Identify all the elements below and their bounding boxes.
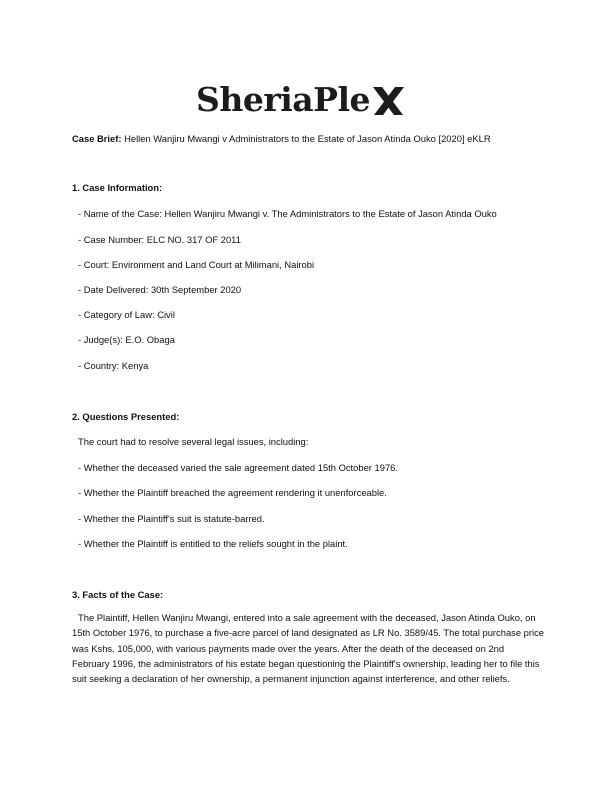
x-mark-logo-icon [371, 84, 405, 118]
case-info-item: - Court: Environment and Land Court at Milimani, Nairobi [78, 259, 315, 270]
section-1-heading: 1. Case Information: [72, 182, 163, 193]
case-info-item: - Date Delivered: 30th September 2020 [78, 284, 242, 295]
section-3-heading: 3. Facts of the Case: [72, 589, 164, 600]
facts-paragraph: The Plaintiff, Hellen Wanjiru Mwangi, entered into a sale agreement with the deceased, Jason Atinda Ouko, on 15th October 1976, to purchase a five-acre parcel of land designated as LR No. 3589/45. The total purchase price was Kshs. 105,000, with various payments made over the years. After the death of the deceased on 2nd February 1996, the administrators of his estate began questioning the Plaintiff's ownership, leading her to file this suit seeking a declaration of her ownership, a permanent injunction against interference, and other reliefs. [72, 612, 544, 685]
sheriaplex-logo [196, 78, 420, 120]
case-brief-title: Hellen Wanjiru Mwangi v Administrators to the Estate of Jason Atinda Ouko [2020] eKLR [121, 133, 491, 144]
question-item: - Whether the Plaintiff's suit is statute-barred. [78, 513, 265, 524]
case-info-item: - Country: Kenya [78, 360, 149, 371]
case-info-item: - Case Number: ELC NO. 317 OF 2011 [78, 234, 241, 245]
question-item: - Whether the deceased varied the sale agreement dated 15th October 1976. [78, 462, 398, 473]
question-item: - Whether the Plaintiff is entitled to the reliefs sought in the plaint. [78, 538, 348, 549]
questions-intro: The court had to resolve several legal issues, including: [78, 436, 309, 447]
case-brief-label: Case Brief: [72, 133, 122, 144]
section-2-heading: 2. Questions Presented: [72, 411, 180, 422]
case-info-item: - Category of Law: Civil [78, 309, 175, 320]
logo-text: SheriaPle [196, 79, 370, 119]
question-item: - Whether the Plaintiff breached the agreement rendering it unenforceable. [78, 487, 387, 498]
case-info-item: - Name of the Case: Hellen Wanjiru Mwangi v. The Administrators to the Estate of Jason Atinda Ouko [78, 208, 497, 219]
case-brief-line [72, 133, 491, 144]
case-info-item: - Judge(s): E.O. Obaga [78, 334, 175, 345]
